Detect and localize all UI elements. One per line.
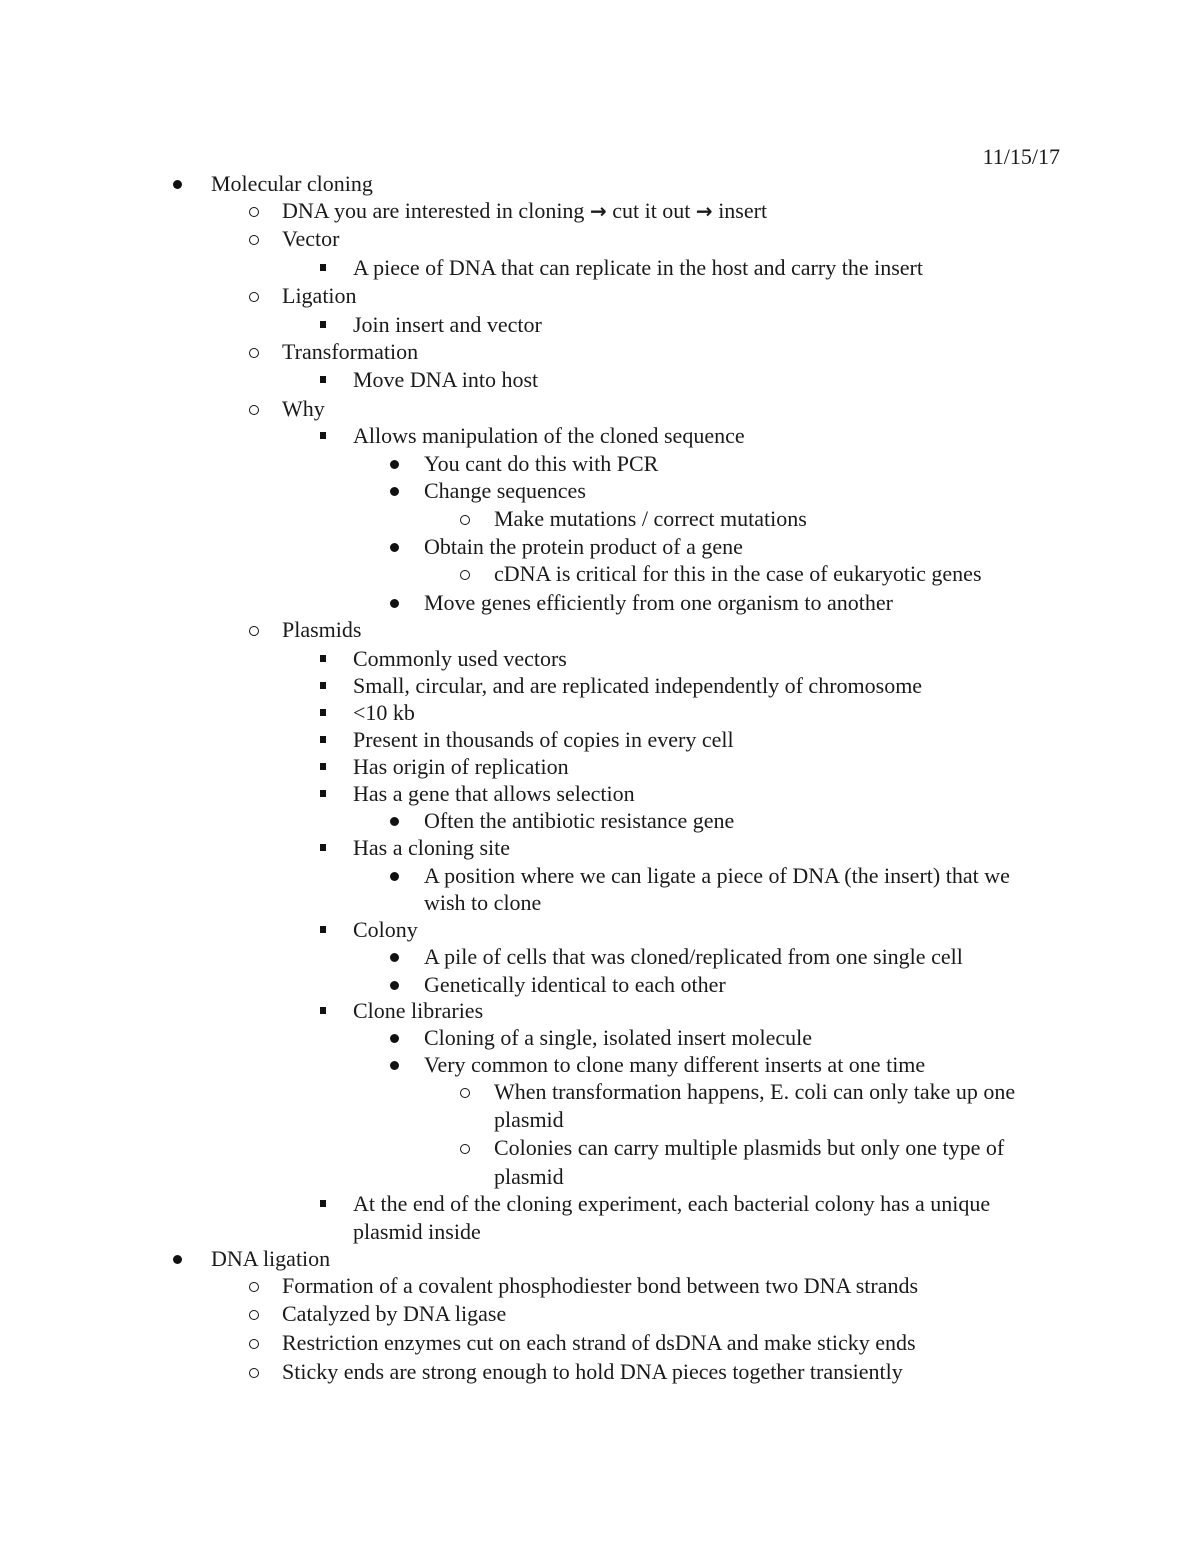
outline-item-text: Present in thousands of copies in every cell [353,727,734,752]
outline-item-text: Has origin of replication [353,754,569,779]
outline-item-text: plasmid [494,1164,564,1189]
outline-item-text: Allows manipulation of the cloned sequence [353,423,745,448]
outline-item-text: DNA you are interested in cloning → cut it out → insert [282,198,768,223]
outline-item-text: Move DNA into host [353,367,539,392]
outline-item-text: A pile of cells that was cloned/replicated from one single cell [424,944,963,969]
outline-item-text: Plasmids [282,617,362,642]
outline-item-text: When transformation happens, E. coli can only take up one [494,1079,1016,1104]
outline-item-text: Obtain the protein product of a gene [424,534,743,559]
outline-item-text: Transformation [282,339,419,364]
outline-item-text: Often the antibiotic resistance gene [424,808,735,833]
outline-item-text: Very common to clone many different inserts at one time [424,1052,926,1077]
outline-item-text: Clone libraries [353,998,484,1023]
note-date: 11/15/17 [982,144,1060,169]
outline-item-text: Small, circular, and are replicated independently of chromosome [353,673,923,698]
outline-item-text: Make mutations / correct mutations [494,506,807,531]
outline-item-text: plasmid [494,1107,564,1132]
outline-item-text: Sticky ends are strong enough to hold DNA pieces together transiently [282,1359,903,1384]
outline-item-text: Has a cloning site [353,835,511,860]
outline-item-text: Genetically identical to each other [424,972,726,997]
outline-item-text: Join insert and vector [353,312,542,337]
outline-item-text: cDNA is critical for this in the case of eukaryotic genes [494,561,982,586]
outline-item-text: Restriction enzymes cut on each strand of dsDNA and make sticky ends [282,1330,916,1355]
outline-item-text: A piece of DNA that can replicate in the host and carry the insert [353,255,923,280]
outline-item-text: wish to clone [424,890,542,915]
outline-item-text: A position where we can ligate a piece of DNA (the insert) that we [424,863,1010,888]
outline-item-text: Vector [282,226,340,251]
outline-item-text: Move genes efficiently from one organism to another [424,590,894,615]
outline-item-text: Change sequences [424,478,586,503]
outline-item-text: Formation of a covalent phosphodiester bond between two DNA strands [282,1273,919,1298]
outline-item-text: Why [282,396,325,421]
outline-item-text: DNA ligation [211,1246,331,1271]
outline-item-text: Has a gene that allows selection [353,781,635,806]
outline-item-text: At the end of the cloning experiment, each bacterial colony has a unique [353,1191,991,1216]
outline-item-text: Colonies can carry multiple plasmids but only one type of [494,1135,1005,1160]
outline-item-text: Ligation [282,283,357,308]
outline-item-text: Molecular cloning [211,171,373,196]
outline-item-text: <10 kb [353,700,415,725]
outline-item-text: Commonly used vectors [353,646,567,671]
outline-item-text: You cant do this with PCR [424,451,659,476]
outline-item-text: Cloning of a single, isolated insert molecule [424,1025,812,1050]
outline-item-text: Catalyzed by DNA ligase [282,1301,507,1326]
outline-item-text: plasmid inside [353,1219,481,1244]
outline-item-text: Colony [353,917,418,942]
